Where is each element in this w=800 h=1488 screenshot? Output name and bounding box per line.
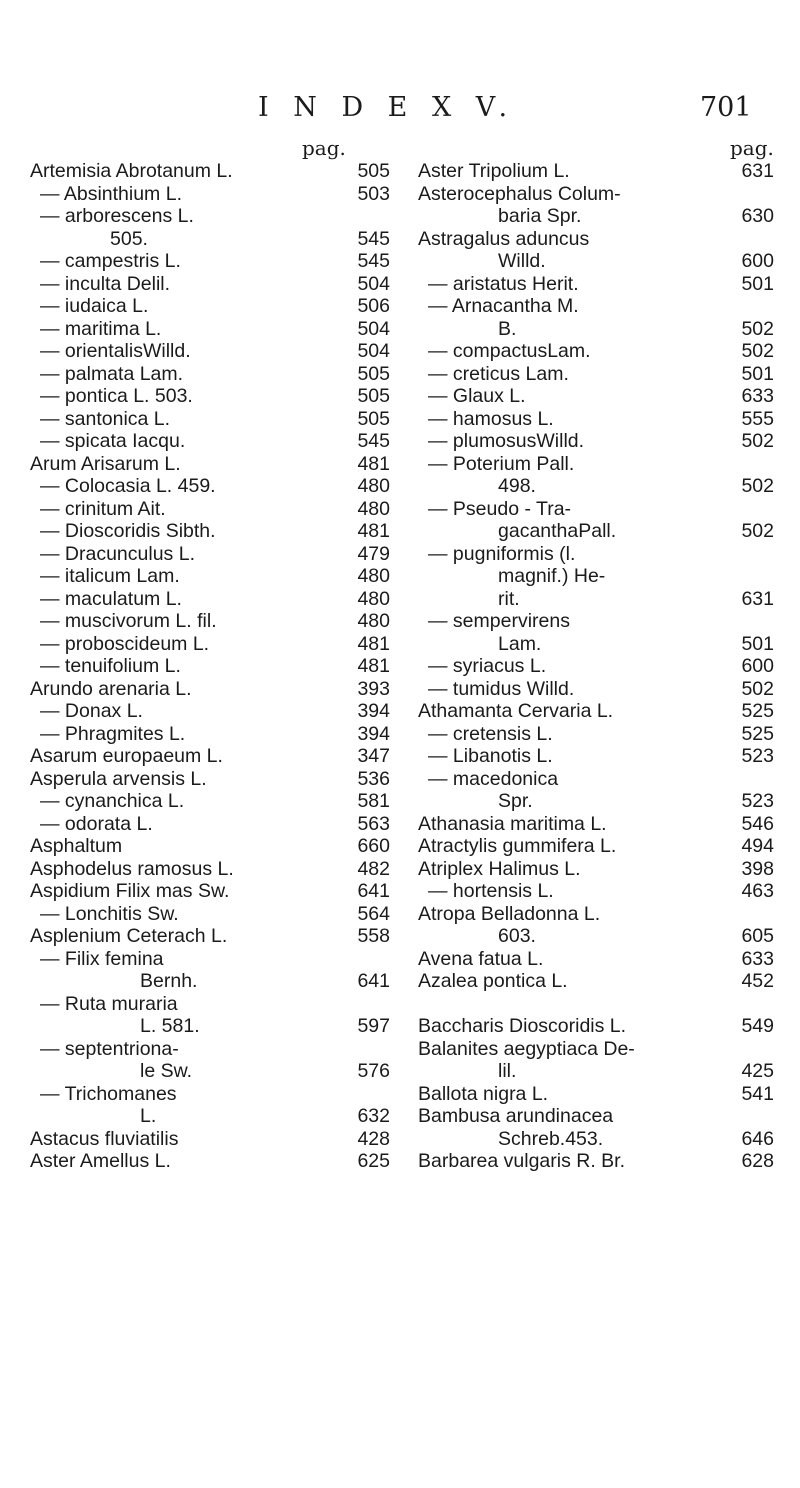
- entry-term: Asterocephalus Colum-: [418, 182, 621, 205]
- entry-page: 576: [357, 1060, 390, 1082]
- index-entry: [30, 273, 390, 296]
- entry-page: 525: [741, 722, 774, 745]
- entry-term: Asphodelus ramosus L.: [30, 857, 234, 880]
- entry-page: 563: [357, 812, 390, 835]
- entry-page: 581: [357, 790, 390, 812]
- entry-term: — cynanchica L.: [40, 790, 185, 812]
- index-entry: [30, 340, 390, 363]
- entry-term: — hortensis L.: [428, 880, 554, 902]
- index-column-right: [418, 160, 774, 1173]
- entry-page: 480: [357, 497, 390, 520]
- entry-term: 603.: [498, 925, 536, 947]
- entry-term: — syriacus L.: [428, 655, 547, 677]
- index-entry: [30, 520, 390, 543]
- index-entry: [418, 183, 774, 206]
- index-entry: [30, 880, 390, 903]
- index-entry: [30, 565, 390, 588]
- entry-page: 600: [741, 655, 774, 677]
- entry-term: Arum Arisarum L.: [30, 452, 181, 475]
- index-entry: [418, 1015, 774, 1038]
- index-entry: [418, 1105, 774, 1128]
- index-entry: [418, 835, 774, 858]
- entry-term: — Filix femina: [40, 947, 164, 970]
- entry-page: 504: [357, 317, 390, 340]
- entry-term: Bernh.: [140, 970, 198, 992]
- entry-term: — Lonchitis Sw.: [40, 902, 179, 925]
- entry-term: Athamanta Cervaria L.: [418, 700, 614, 722]
- index-entry: [418, 205, 774, 228]
- entry-term: Arundo arenaria L.: [30, 677, 192, 700]
- entry-page: 536: [357, 767, 390, 790]
- entry-page: 558: [357, 925, 390, 947]
- index-entry: [418, 408, 774, 431]
- entry-term: — muscivorum L. fil.: [40, 610, 217, 632]
- entry-term: Balanites aegyptiaca De-: [418, 1037, 635, 1060]
- entry-term: — crinitum Ait.: [40, 497, 166, 520]
- entry-page: 502: [741, 677, 774, 700]
- index-entry: [418, 250, 774, 273]
- entry-term: baria Spr.: [498, 205, 582, 227]
- entry-page: 545: [357, 227, 390, 250]
- index-entry: [30, 385, 390, 408]
- entry-page: 505: [357, 362, 390, 385]
- entry-page: 479: [357, 542, 390, 565]
- entry-page: 600: [741, 250, 774, 272]
- entry-term: Aster Tripolium L.: [418, 160, 570, 182]
- entry-term: 498.: [498, 475, 536, 497]
- index-entry: [418, 633, 774, 656]
- entry-page: 347: [357, 745, 390, 767]
- entry-term: Lam.: [498, 632, 542, 655]
- index-entry: [30, 633, 390, 656]
- index-entry: [418, 520, 774, 543]
- entry-term: — plumosusWilld.: [428, 430, 585, 452]
- index-entry: [30, 183, 390, 206]
- index-entry: [418, 745, 774, 768]
- entry-term: — hamosus L.: [428, 407, 554, 430]
- index-entry: [418, 1150, 774, 1173]
- entry-page: 428: [357, 1127, 390, 1150]
- entry-term: — Poterium Pall.: [428, 452, 575, 475]
- index-entry: [418, 925, 774, 948]
- entry-page: 480: [357, 587, 390, 610]
- index-entry: [30, 993, 390, 1016]
- entry-term: — Dioscoridis Sibth.: [40, 520, 216, 542]
- entry-term: L.: [140, 1105, 157, 1127]
- entry-page: 501: [741, 272, 774, 295]
- index-entry: [30, 745, 390, 768]
- index-entry: [418, 700, 774, 723]
- entry-term: — odorata L.: [40, 812, 153, 835]
- entry-term: gacanthaPall.: [498, 520, 617, 542]
- index-entry: [418, 610, 774, 633]
- entry-page: 641: [357, 880, 390, 902]
- entry-page: 502: [741, 340, 774, 362]
- index-entry: [30, 475, 390, 498]
- index-entry: [418, 1128, 774, 1151]
- entry-page: 555: [741, 407, 774, 430]
- pag-label-left: pag.: [302, 136, 346, 160]
- entry-term: Asarum europaeum L.: [30, 745, 223, 767]
- entry-page: 630: [741, 205, 774, 227]
- entry-page: 501: [741, 362, 774, 385]
- index-entry: [418, 1060, 774, 1083]
- index-entry: [30, 610, 390, 633]
- entry-page: 394: [357, 722, 390, 745]
- index-entry: [418, 970, 774, 993]
- entry-page: 632: [357, 1105, 390, 1127]
- entry-term: — Donax L.: [40, 700, 143, 722]
- index-entry: [418, 430, 774, 453]
- index-entry: [418, 475, 774, 498]
- entry-page: 549: [741, 1015, 774, 1037]
- entry-term: — maritima L.: [40, 317, 162, 340]
- entry-term: — italicum Lam.: [40, 565, 180, 587]
- index-entry: [418, 565, 774, 588]
- index-entry: [30, 363, 390, 386]
- entry-term: — arborescens L.: [40, 205, 194, 227]
- index-entry: [30, 1038, 390, 1061]
- index-entry: [418, 295, 774, 318]
- entry-term: — orientalisWilld.: [40, 340, 191, 362]
- entry-page: 525: [741, 700, 774, 722]
- index-entry: [30, 543, 390, 566]
- index-entry: [418, 588, 774, 611]
- entry-page: 398: [741, 857, 774, 880]
- entry-page: 605: [741, 925, 774, 947]
- index-entry: [30, 498, 390, 521]
- entry-page: 523: [741, 745, 774, 767]
- index-entry: [418, 543, 774, 566]
- index-entry: [418, 318, 774, 341]
- entry-term: — Ruta muraria: [40, 992, 178, 1015]
- entry-term: — inculta Delil.: [40, 272, 171, 295]
- index-entry: [418, 678, 774, 701]
- index-entry: [30, 723, 390, 746]
- index-entry: [30, 430, 390, 453]
- index-entry: [30, 970, 390, 993]
- index-entry: [30, 813, 390, 836]
- entry-page: 646: [741, 1127, 774, 1150]
- index-entry: [418, 160, 774, 183]
- entry-page: 545: [357, 250, 390, 272]
- index-entry: [30, 250, 390, 273]
- index-entry: [30, 588, 390, 611]
- entry-page: 545: [357, 430, 390, 452]
- entry-page: 597: [357, 1015, 390, 1037]
- entry-page: 631: [741, 587, 774, 610]
- entry-term: Spr.: [498, 790, 533, 812]
- entry-term: Aspidium Filix mas Sw.: [30, 880, 230, 902]
- entry-term: Astacus fluviatilis: [30, 1127, 179, 1150]
- entry-term: — Pseudo - Tra-: [428, 497, 572, 520]
- entry-page: 480: [357, 475, 390, 497]
- entry-page: 505: [357, 407, 390, 430]
- entry-term: — aristatus Herit.: [428, 272, 579, 295]
- entry-term: Atriplex Halimus L.: [418, 857, 581, 880]
- index-entry: [30, 453, 390, 476]
- entry-term: Willd.: [498, 250, 546, 272]
- entry-term: Baccharis Dioscoridis L.: [418, 1015, 627, 1037]
- entry-term: — Glaux L.: [428, 385, 526, 407]
- entry-term: — pugniformis (l.: [428, 542, 576, 565]
- index-entry: [418, 880, 774, 903]
- entry-page: 480: [357, 610, 390, 632]
- index-entry: [418, 903, 774, 926]
- entry-page: 628: [741, 1150, 774, 1172]
- entry-page: 502: [741, 475, 774, 497]
- index-entry: [30, 655, 390, 678]
- index-entry: [30, 835, 390, 858]
- entry-term: Ballota nigra L.: [418, 1082, 549, 1105]
- entry-term: — Trichomanes: [40, 1082, 177, 1105]
- entry-page: 505: [357, 160, 390, 182]
- entry-term: Asplenium Ceterach L.: [30, 925, 228, 947]
- entry-term: 505.: [110, 227, 148, 250]
- index-entry: [418, 340, 774, 363]
- entry-term: Asperula arvensis L.: [30, 767, 207, 790]
- index-entry: [30, 1083, 390, 1106]
- entry-page: 502: [741, 317, 774, 340]
- entry-page: 394: [357, 700, 390, 722]
- index-entry: [30, 1105, 390, 1128]
- index-entry: [30, 925, 390, 948]
- entry-term: — Dracunculus L.: [40, 542, 195, 565]
- entry-term: — Colocasia L. 459.: [40, 475, 216, 497]
- entry-term: — creticus Lam.: [428, 362, 569, 385]
- entry-term: — Arnacantha M.: [428, 295, 579, 317]
- entry-term: Athanasia maritima L.: [418, 812, 607, 835]
- index-entry: [30, 408, 390, 431]
- index-entry: [418, 498, 774, 521]
- entry-term: Artemisia Abrotanum L.: [30, 160, 233, 182]
- entry-page: 660: [357, 835, 390, 857]
- index-entry: [418, 948, 774, 971]
- index-entry: [30, 160, 390, 183]
- entry-term: — tumidus Willd.: [428, 677, 575, 700]
- entry-page: 481: [357, 655, 390, 677]
- entry-term: L. 581.: [140, 1015, 200, 1037]
- entry-term: — santonica L.: [40, 407, 171, 430]
- entry-term: Atropa Belladonna L.: [418, 902, 601, 925]
- entry-term: — compactusLam.: [428, 340, 591, 362]
- index-entry: [418, 655, 774, 678]
- index-entry: [30, 295, 390, 318]
- entry-term: magnif.) He-: [498, 565, 606, 587]
- entry-term: Schreb.453.: [498, 1127, 604, 1150]
- entry-page: 546: [741, 812, 774, 835]
- entry-term: Astragalus aduncus: [418, 227, 590, 250]
- entry-page: 501: [741, 632, 774, 655]
- index-column-left: [30, 160, 390, 1173]
- entry-term: le Sw.: [140, 1060, 193, 1082]
- entry-term: — spicata Iacqu.: [40, 430, 186, 452]
- entry-page: 541: [741, 1082, 774, 1105]
- index-entry: [30, 228, 390, 251]
- entry-term: — cretensis L.: [428, 722, 553, 745]
- index-entry: [418, 790, 774, 813]
- index-entry: [418, 1038, 774, 1061]
- index-entry: [30, 858, 390, 881]
- entry-term: Azalea pontica L.: [418, 970, 568, 992]
- entry-term: — campestris L.: [40, 250, 181, 272]
- entry-page: 564: [357, 902, 390, 925]
- entry-page: 481: [357, 452, 390, 475]
- index-entry: [30, 790, 390, 813]
- index-entry: [30, 1128, 390, 1151]
- index-entry: [418, 993, 774, 1016]
- entry-term: — macedonica: [428, 767, 559, 790]
- index-entry: [418, 723, 774, 746]
- entry-page: 480: [357, 565, 390, 587]
- index-title: I N D E X V.: [258, 92, 516, 123]
- entry-page: 452: [741, 970, 774, 992]
- entry-term: Avena fatua L.: [418, 947, 544, 970]
- entry-term: B.: [498, 317, 517, 340]
- index-entry: [30, 903, 390, 926]
- entry-page: 504: [357, 272, 390, 295]
- entry-page: 481: [357, 632, 390, 655]
- entry-term: Asphaltum: [30, 835, 123, 857]
- entry-term: — Absinthium L.: [40, 182, 182, 205]
- entry-page: 463: [741, 880, 774, 902]
- page-header: [0, 92, 800, 128]
- entry-page: 502: [741, 430, 774, 452]
- entry-term: Barbarea vulgaris R. Br.: [418, 1150, 626, 1172]
- index-entry: [418, 273, 774, 296]
- entry-page: 633: [741, 947, 774, 970]
- entry-term: — sempervirens: [428, 610, 570, 632]
- index-entry: [418, 1083, 774, 1106]
- entry-term: Atractylis gummifera L.: [418, 835, 617, 857]
- entry-term: Bambusa arundinacea: [418, 1105, 614, 1127]
- entry-term: — iudaica L.: [40, 295, 149, 317]
- entry-page: 505: [357, 385, 390, 407]
- index-entry: [418, 813, 774, 836]
- index-entry: [30, 1015, 390, 1038]
- index-entry: [30, 318, 390, 341]
- entry-page: 481: [357, 520, 390, 542]
- index-entry: [418, 363, 774, 386]
- page-number: 701: [700, 92, 752, 123]
- entry-term: — palmata Lam.: [40, 362, 184, 385]
- entry-term: — tenuifolium L.: [40, 655, 181, 677]
- entry-page: 503: [357, 182, 390, 205]
- entry-term: — proboscideum L.: [40, 632, 210, 655]
- entry-term: — maculatum L.: [40, 587, 182, 610]
- entry-page: 504: [357, 340, 390, 362]
- index-entry: [418, 228, 774, 251]
- entry-page: 502: [741, 520, 774, 542]
- entry-page: 631: [741, 160, 774, 182]
- entry-page: 523: [741, 790, 774, 812]
- entry-term: — Phragmites L.: [40, 722, 186, 745]
- entry-term: lil.: [498, 1060, 517, 1082]
- entry-page: 506: [357, 295, 390, 317]
- entry-term: rit.: [498, 587, 520, 610]
- entry-page: 425: [741, 1060, 774, 1082]
- index-entry: [30, 700, 390, 723]
- entry-page: 625: [357, 1150, 390, 1172]
- entry-term: — pontica L. 503.: [40, 385, 193, 407]
- entry-page: 482: [357, 857, 390, 880]
- index-entry: [30, 768, 390, 791]
- index-entry: [30, 1150, 390, 1173]
- entry-page: 641: [357, 970, 390, 992]
- entry-page: 633: [741, 385, 774, 407]
- entry-term: — Libanotis L.: [428, 745, 553, 767]
- index-entry: [30, 1060, 390, 1083]
- entry-term: Aster Amellus L.: [30, 1150, 171, 1172]
- index-entry: [418, 768, 774, 791]
- index-entry: [418, 385, 774, 408]
- index-entry: [418, 858, 774, 881]
- pag-label-right: pag.: [730, 136, 774, 160]
- index-entry: [30, 948, 390, 971]
- index-entry: [30, 205, 390, 228]
- index-entry: [30, 678, 390, 701]
- entry-term: — septentriona-: [40, 1037, 179, 1060]
- entry-page: 494: [741, 835, 774, 857]
- index-entry: [418, 453, 774, 476]
- entry-page: 393: [357, 677, 390, 700]
